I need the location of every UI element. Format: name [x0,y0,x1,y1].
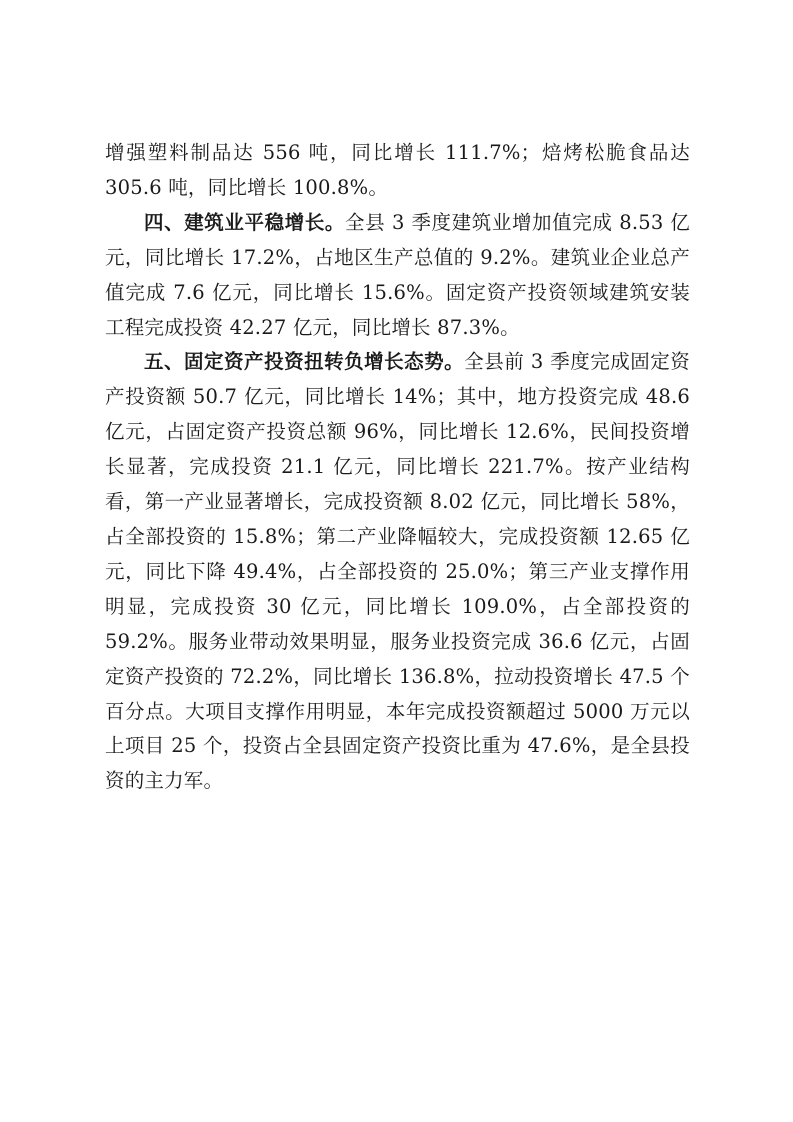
paragraph-text: 全县前 3 季度完成固定资产投资额 50.7 亿元，同比增长 14%；其中，地方投资完成 48.6 亿元，占固定资产投资总额 96%，同比增长 12.6%，民间投资增长显著，完成投资 21.1 亿元，同比增长 221.7%。按产业结构看，第一产业显著增长，完成投资额 8.02 亿元，同比增长 58%，占全部投资的 15.8%；第二产业降幅较大，完成投资额 12.65 亿元，同比下降 49.4%，占全部投资的 25.0%；第三产业支撑作用明显，完成投资 30 亿元，同比增长 109.0%，占全部投资的 59.2%。服务业带动效果明显，服务业投资完成 36.6 亿元，占固定资产投资的 72.2%，同比增长 136.8%，拉动投资增长 47.5 个百分点。大项目支撑作用明显，本年完成投资额超过 5000 万元以上项目 25 个，投资占全县固定资产投资比重为 47.6%，是全县投资的主力军。 [105,350,691,793]
document-body [105,136,690,799]
section-heading-fixed-asset-investment: 五、固定资产投资扭转负增长态势。 [144,350,465,374]
paragraph-fixed-asset-investment [105,345,690,799]
paragraph-text: 全县 3 季度建筑业增加值完成 8.53 亿元，同比增长 17.2%，占地区生产总值的 9.2%。建筑业企业总产值完成 7.6 亿元，同比增长 15.6%。固定资产投资领域建筑安装工程完成投资 42.27 亿元，同比增长 87.3%。 [105,210,690,339]
section-heading-construction: 四、建筑业平稳增长。 [144,210,346,234]
paragraph-continuation [105,136,690,206]
paragraph-construction [105,206,690,346]
paragraph-text: 增强塑料制品达 556 吨，同比增长 111.7%；焙烤松脆食品达 305.6 吨，同比增长 100.8%。 [105,141,690,199]
